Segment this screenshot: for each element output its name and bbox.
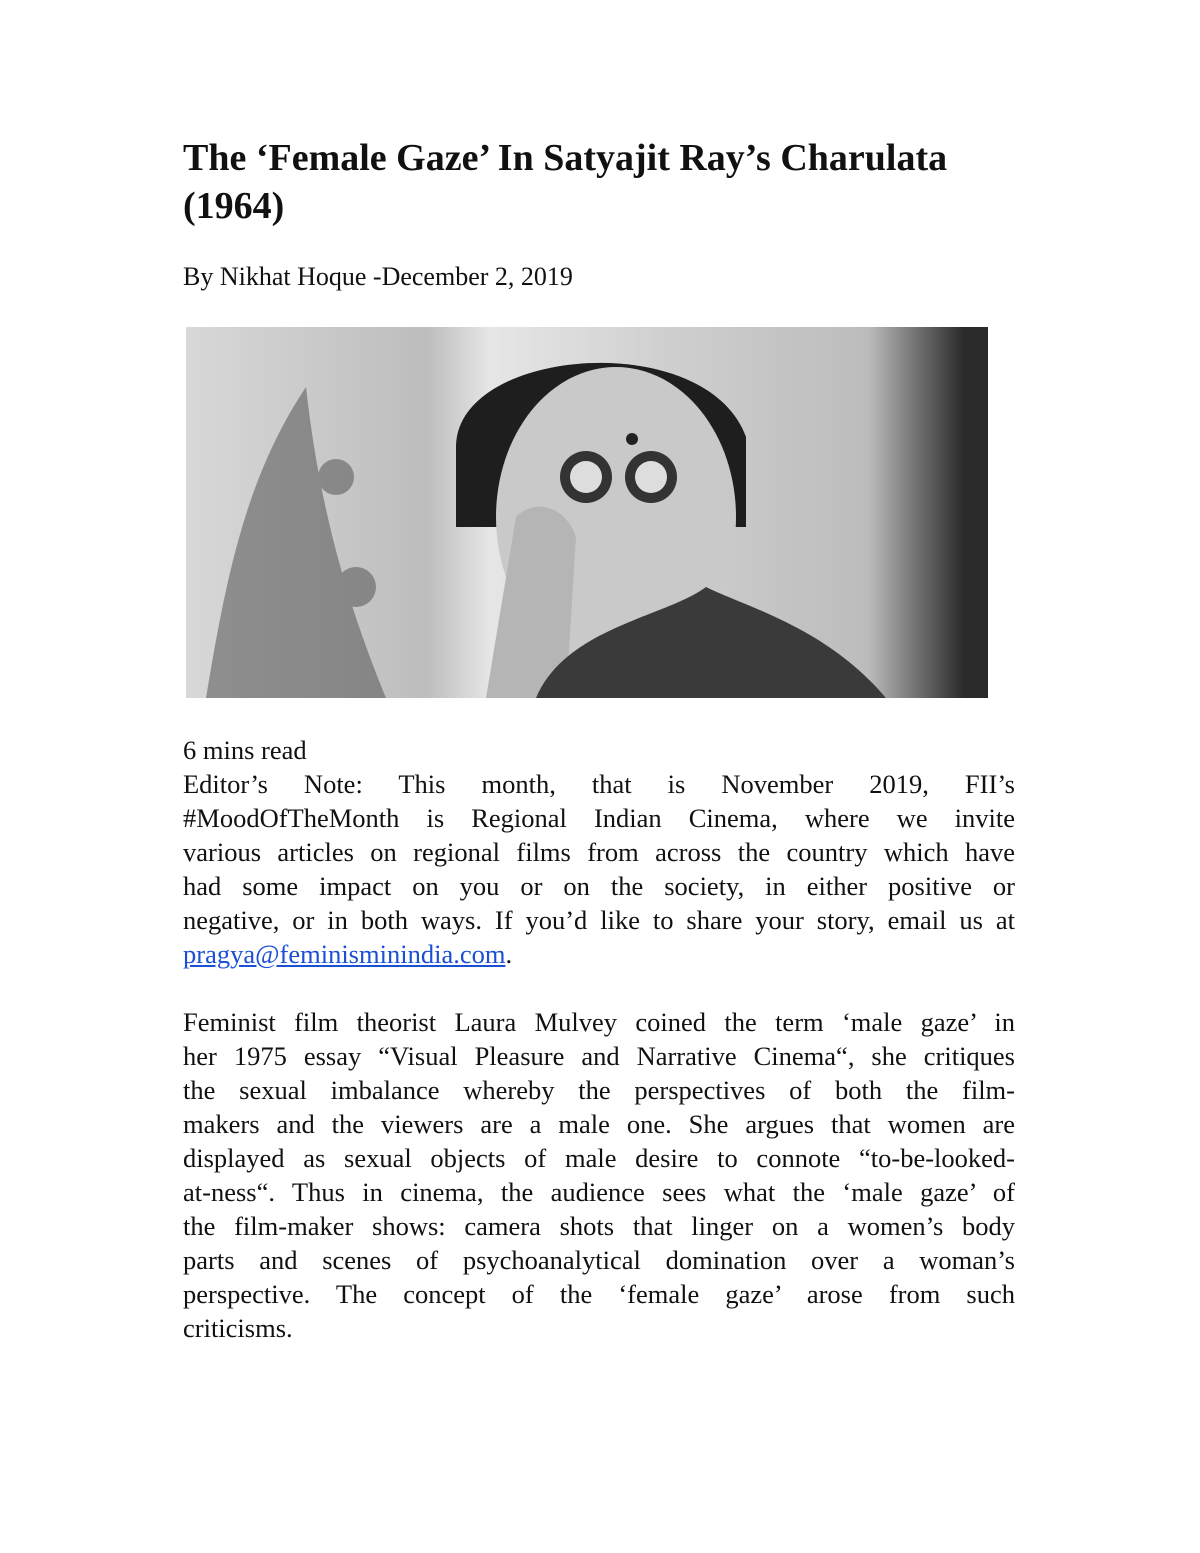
text-line: had some impact on you or on the society, in either positive or (183, 871, 1015, 901)
text-line: her 1975 essay “Visual Pleasure and Narrative Cinema“, she critiques (183, 1041, 1015, 1071)
article-photo (186, 327, 988, 698)
photo-illustration (186, 327, 988, 698)
text-line: at-ness“. Thus in cinema, the audience sees what the ‘male gaze’ of (183, 1177, 1015, 1207)
editor-note (183, 767, 1015, 971)
text-line: Feminist film theorist Laura Mulvey coined the term ‘male gaze’ in (183, 1007, 1015, 1037)
read-time: 6 mins read (183, 735, 307, 765)
text-line: the sexual imbalance whereby the perspectives of both the film- (183, 1075, 1015, 1105)
text-line: the film-maker shows: camera shots that linger on a women’s body (183, 1211, 1015, 1241)
text-line: perspective. The concept of the ‘female gaze’ arose from such (183, 1279, 1015, 1309)
text-line: negative, or in both ways. If you’d like to share your story, email us at (183, 905, 1015, 935)
byline: By Nikhat Hoque -December 2, 2019 (183, 262, 573, 291)
text-line: various articles on regional films from across the country which have (183, 837, 1015, 867)
text-line: #MoodOfTheMonth is Regional Indian Cinema, where we invite (183, 803, 1015, 833)
email-link[interactable]: pragya@feminisminindia.com (183, 939, 506, 969)
text-line: criticisms. (183, 1313, 293, 1343)
email-suffix: . (505, 939, 513, 969)
text-line: makers and the viewers are a male one. She argues that women are (183, 1109, 1015, 1139)
article-title (183, 134, 1023, 230)
text-line (183, 937, 1015, 971)
text-line: parts and scenes of psychoanalytical domination over a woman’s (183, 1245, 1015, 1275)
title-line: The ‘Female Gaze’ In Satyajit Ray’s Charulata (183, 137, 948, 179)
body-paragraph (183, 1005, 1015, 1345)
title-line: (1964) (183, 185, 285, 227)
text-line: displayed as sexual objects of male desire to connote “to-be-looked- (183, 1143, 1015, 1173)
text-line: Editor’s Note: This month, that is November 2019, FII’s (183, 769, 1015, 799)
